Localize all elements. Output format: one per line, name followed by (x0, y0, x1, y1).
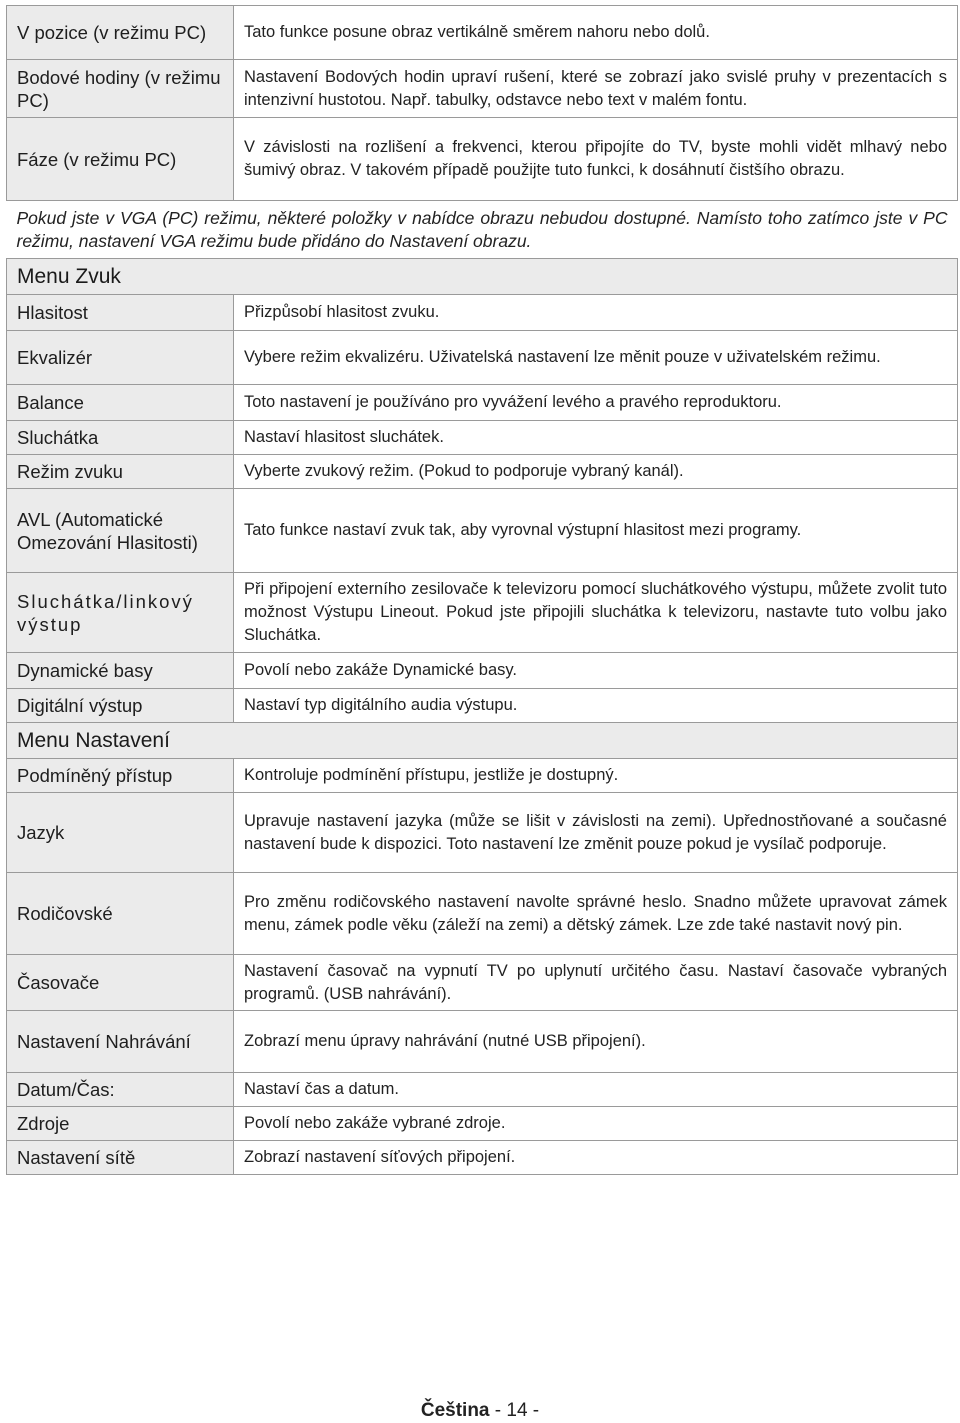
row-label: Podmíněný přístup (7, 759, 234, 793)
row-label: Hlasitost (7, 295, 234, 331)
table-row (7, 573, 958, 653)
table-row (7, 6, 958, 60)
row-label: Digitální výstup (7, 689, 234, 723)
vga-note: Pokud jste v VGA (PC) režimu, některé položky v nabídce obrazu nebudou dostupné. Namísto toho zatímco jste v PC režimu, nastavení VGA režimu bude přidáno do Nastavení obrazu. (7, 201, 958, 259)
row-description: Vyberte zvukový režim. (Pokud to podporuje vybraný kanál). (234, 455, 958, 489)
table-row (7, 421, 958, 455)
table-row (7, 793, 958, 873)
row-description: Nastavení časovač na vypnutí TV po uplynutí určitého času. Nastaví časovače vybraných programů. (USB nahrávání). (234, 955, 958, 1011)
row-label: Jazyk (7, 793, 234, 873)
row-description: Upravuje nastavení jazyka (může se lišit v závislosti na zemi). Upřednostňované a současné nastavení bude k dispozici. Toto nastavení lze změnit pouze pokud je vysílač podporuje. (234, 793, 958, 873)
footer-language: Čeština (420, 1400, 490, 1421)
table-row (7, 1073, 958, 1107)
table-row (7, 455, 958, 489)
vga-note-row (7, 201, 958, 259)
row-description: Vybere režim ekvalizéru. Uživatelská nastavení lze měnit pouze v uživatelském režimu. (234, 331, 958, 385)
table-row (7, 118, 958, 201)
row-description: Povolí nebo zakáže Dynamické basy. (234, 653, 958, 689)
row-description: Přizpůsobí hlasitost zvuku. (234, 295, 958, 331)
row-label: Balance (7, 385, 234, 421)
table-row (7, 60, 958, 118)
row-description: Nastaví čas a datum. (234, 1073, 958, 1107)
settings-table (6, 5, 958, 1175)
row-label: Nastavení Nahrávání (7, 1011, 234, 1073)
section-title-settings: Menu Nastavení (7, 723, 958, 759)
row-label: Časovače (7, 955, 234, 1011)
row-description: Nastavení Bodových hodin upraví rušení, které se zobrazí jako svislé pruhy v prezentacích s intenzivní hustotou. Např. tabulky, odstavce nebo text v malém fontu. (234, 60, 958, 118)
footer-page-number: - 14 - (494, 1400, 540, 1421)
table-row (7, 955, 958, 1011)
row-label: V pozice (v režimu PC) (7, 6, 234, 60)
row-label: Sluchátka (7, 421, 234, 455)
row-label: Fáze (v režimu PC) (7, 118, 234, 201)
row-label: Sluchátka/linkový výstup (7, 573, 234, 653)
row-description: Pro změnu rodičovského nastavení navolte správné heslo. Snadno můžete upravovat zámek menu, zámek podle věku (záleží na zemi) a dětský zámek. Lze zde také nastavit nový pin. (234, 873, 958, 955)
table-row (7, 653, 958, 689)
page-footer (0, 1400, 960, 1422)
row-description: Kontroluje podmínění přístupu, jestliže je dostupný. (234, 759, 958, 793)
row-label: Nastavení sítě (7, 1141, 234, 1175)
row-label: Ekvalizér (7, 331, 234, 385)
table-row (7, 489, 958, 573)
table-row (7, 689, 958, 723)
table-row (7, 331, 958, 385)
row-description: Nastaví hlasitost sluchátek. (234, 421, 958, 455)
row-description: Zobrazí nastavení síťových připojení. (234, 1141, 958, 1175)
section-header-row (7, 259, 958, 295)
section-title-sound: Menu Zvuk (7, 259, 958, 295)
table-row (7, 1141, 958, 1175)
table-row (7, 873, 958, 955)
row-description: Tato funkce nastaví zvuk tak, aby vyrovnal výstupní hlasitost mezi programy. (234, 489, 958, 573)
row-description: Toto nastavení je používáno pro vyvážení levého a pravého reproduktoru. (234, 385, 958, 421)
row-label: Zdroje (7, 1107, 234, 1141)
row-label: Režim zvuku (7, 455, 234, 489)
table-row (7, 1107, 958, 1141)
row-description: Povolí nebo zakáže vybrané zdroje. (234, 1107, 958, 1141)
row-description: Zobrazí menu úpravy nahrávání (nutné USB připojení). (234, 1011, 958, 1073)
row-description: Při připojení externího zesilovače k televizoru pomocí sluchátkového výstupu, můžete zvolit tuto možnost Výstupu Lineout. Pokud jste připojili sluchátka k televizoru, nastavte tuto volbu jako Sluchátka. (234, 573, 958, 653)
row-label: Bodové hodiny (v režimu PC) (7, 60, 234, 118)
table-row (7, 295, 958, 331)
section-header-row (7, 723, 958, 759)
row-label: Dynamické basy (7, 653, 234, 689)
table-row (7, 759, 958, 793)
row-description: Tato funkce posune obraz vertikálně směrem nahoru nebo dolů. (234, 6, 958, 60)
row-label: AVL (Automatické Omezování Hlasitosti) (7, 489, 234, 573)
table-row (7, 385, 958, 421)
table-row (7, 1011, 958, 1073)
row-description: V závislosti na rozlišení a frekvenci, kterou připojíte do TV, byste mohli vidět mlhavý nebo šumivý obraz. V takovém případě použijte tuto funkci, k dosáhnutí čistšího obrazu. (234, 118, 958, 201)
row-label: Rodičovské (7, 873, 234, 955)
row-description: Nastaví typ digitálního audia výstupu. (234, 689, 958, 723)
row-label: Datum/Čas: (7, 1073, 234, 1107)
manual-page (6, 5, 958, 1175)
